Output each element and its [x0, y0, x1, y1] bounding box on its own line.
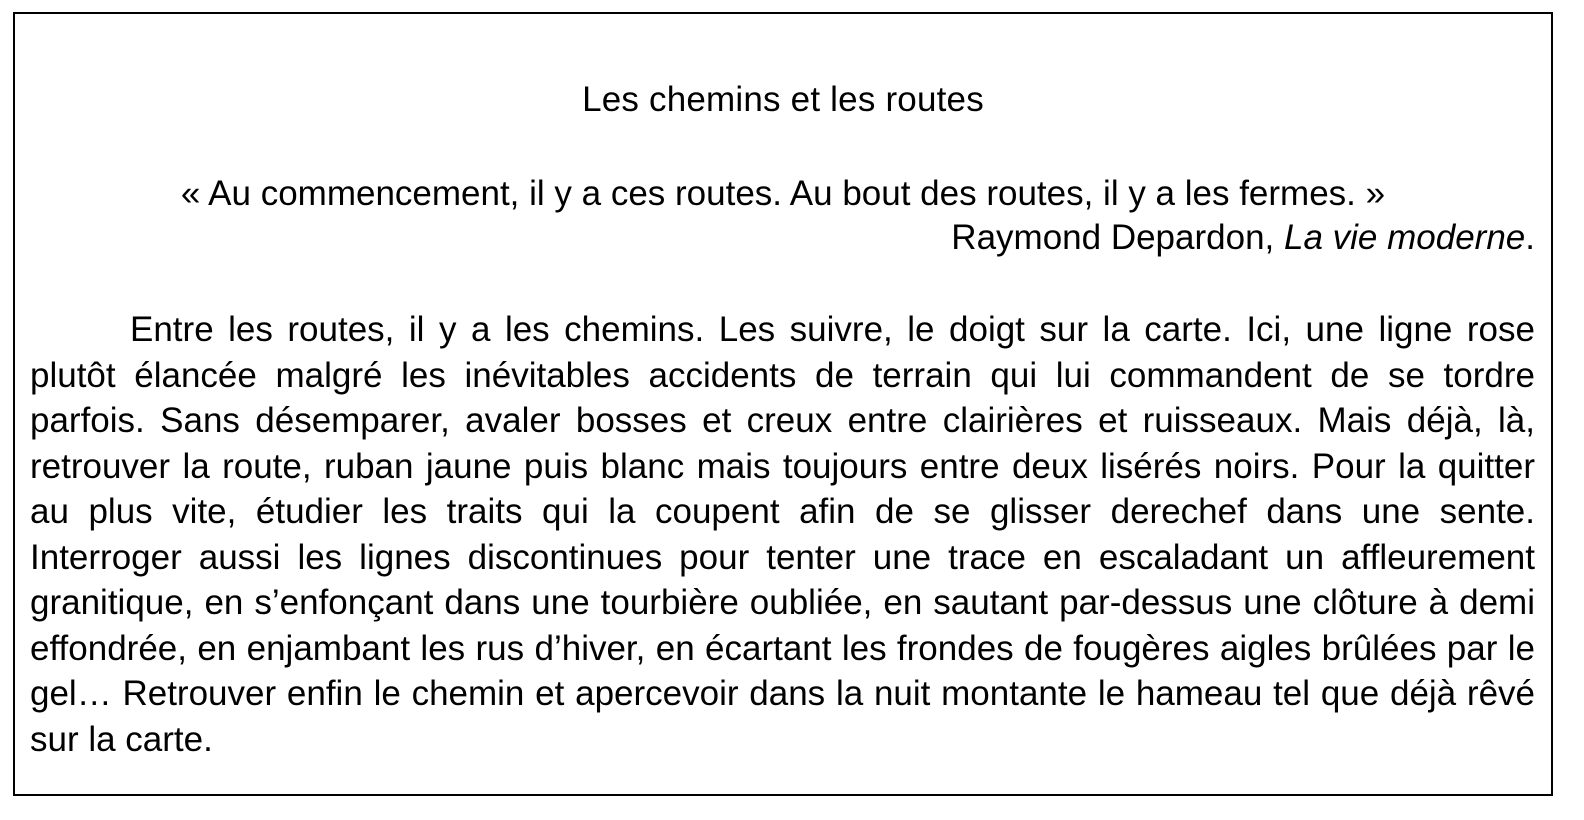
body-paragraph: Entre les routes, il y a les chemins. Les suivre, le doigt sur la carte. Ici, une ligne rose plutôt élancée malgré les inévitables accidents de terrain qui lui commandent de se tordre parfois. Sans désemparer, avaler bosses et creux entre clairières et ruisseaux. Mais déjà, là, retrouver la route, ruban jaune puis blanc mais toujours entre deux lisérés noirs. Pour la quitter au plus vite, étudier les traits qui la coupent afin de se glisser derechef dans une sente. Interroger aussi les lignes discontinues pour tenter une trace en escaladant un affleurement granitique, en s’enfonçant dans une tourbière oubliée, en sautant par-dessus une clôture à demi effondrée, en enjambant les rus d’hiver, en écartant les frondes de fougères aigles brûlées par le gel… Retrouver enfin le chemin et apercevoir dans la nuit montante le hameau tel que déjà rêvé sur la carte. — [30, 310, 1535, 759]
epigraph-work-title: La vie moderne — [1284, 218, 1526, 257]
document-frame — [13, 12, 1553, 796]
epigraph-end-punctuation: . — [1525, 218, 1535, 257]
epigraph-author: Raymond Depardon, — [951, 218, 1284, 257]
epigraph-attribution — [951, 216, 1535, 260]
document-title: Les chemins et les routes — [582, 80, 984, 119]
epigraph-quote: « Au commencement, il y a ces routes. Au bout des routes, il y a les fermes. » — [180, 174, 1386, 213]
